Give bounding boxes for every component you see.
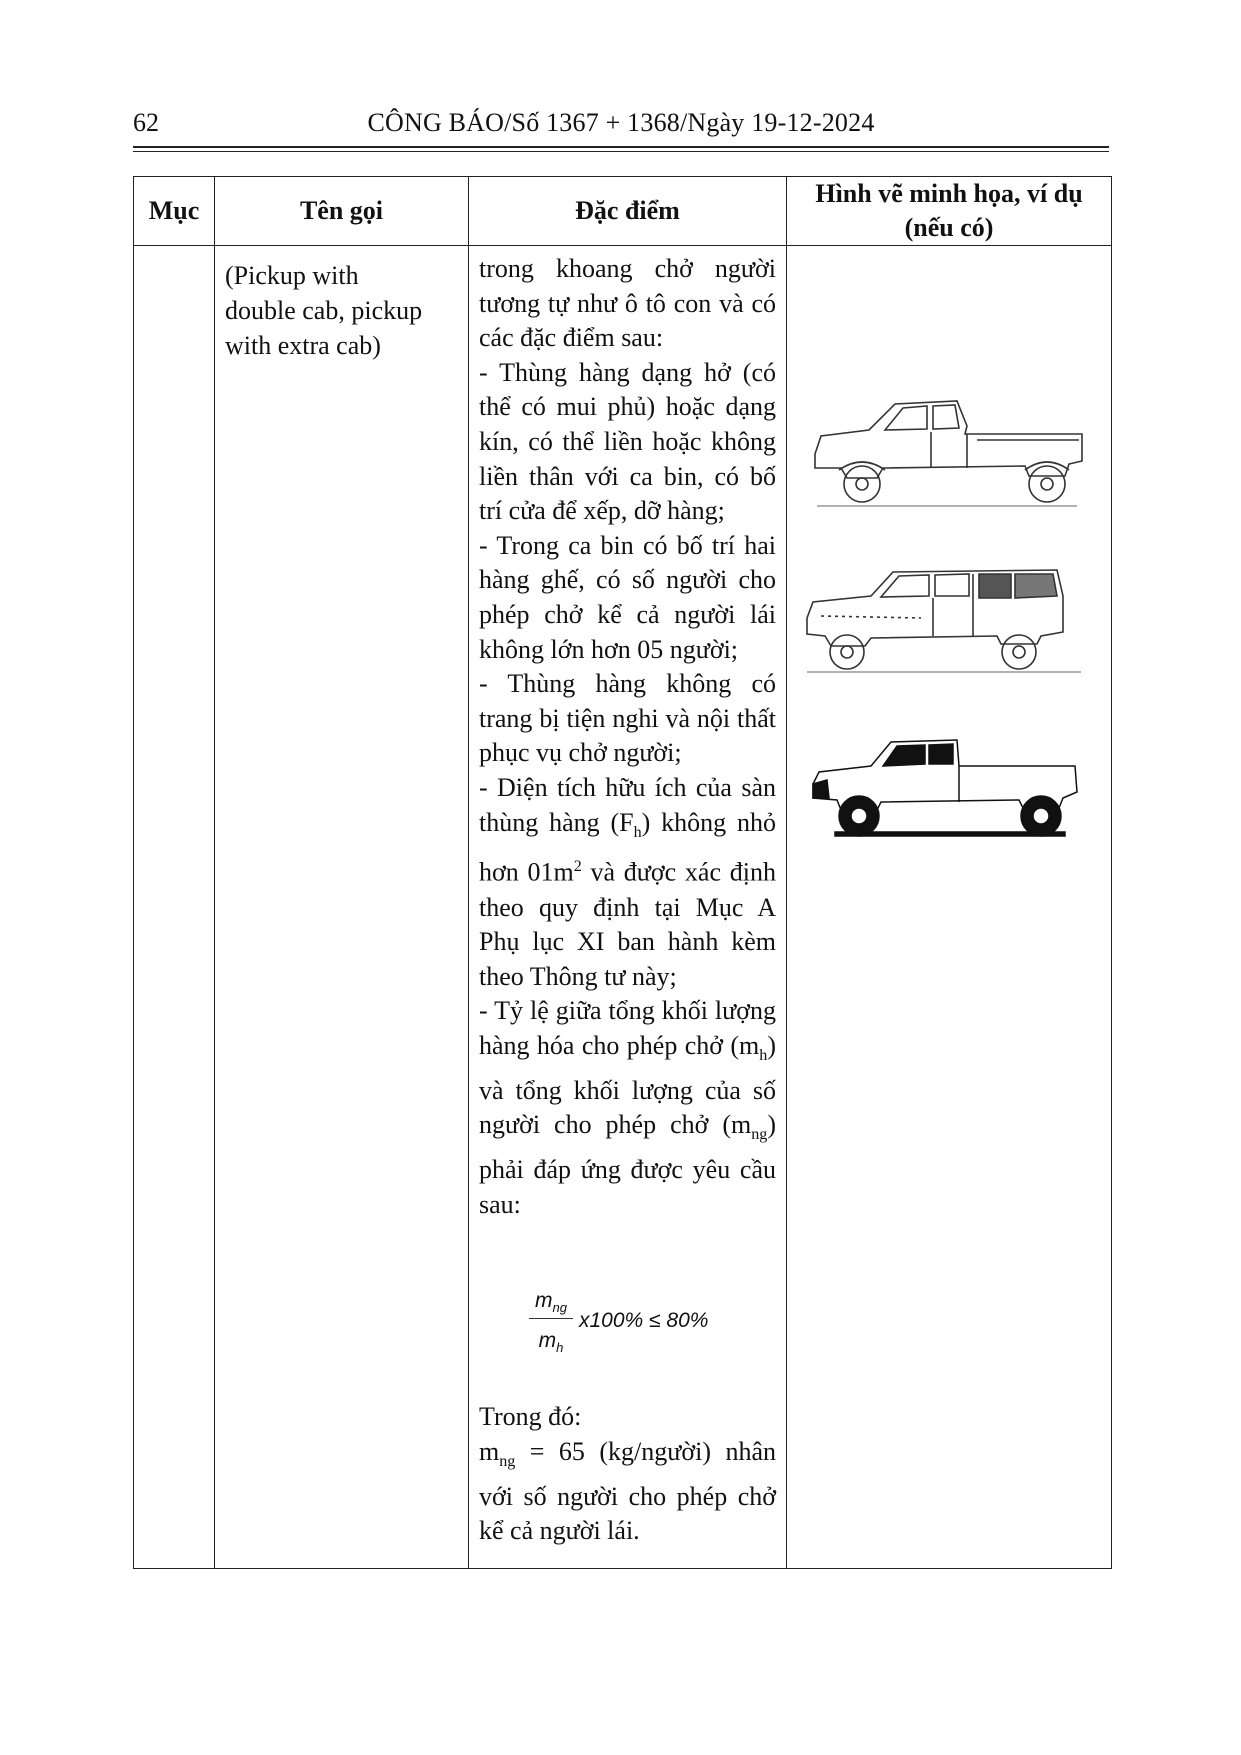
header-hinh-ve xyxy=(787,177,1112,246)
where-label: Trong đó: xyxy=(479,1402,582,1432)
table-row xyxy=(134,246,1112,1569)
where-definition: $m_{ng} = 65$ (kg/người) nhân với số người cho phép chở kể cả người lái. xyxy=(479,1436,776,1546)
header-rule-thin xyxy=(133,151,1109,152)
desc-item-1: - Thùng hàng dạng hở (có thể có mui phủ) hoặc dạng kín, có thể liền hoặc không liền thân với ca bin, có bố trí cửa để xếp, dỡ hàng; xyxy=(479,357,776,526)
pickup-open-bed-drawing xyxy=(807,396,1087,521)
desc-item-3: - Thùng hàng không có trang bị tiện nghi và nội thất phục vụ chở người; xyxy=(479,669,776,768)
desc-item-2: - Trong ca bin có bố trí hai hàng ghế, có số người cho phép chở kể cả người lái không lớn hơn 05 người; xyxy=(479,530,776,664)
header-muc: Mục xyxy=(134,177,215,246)
page-number: 62 xyxy=(133,108,159,137)
formula-condition: x100% ≤ 80% xyxy=(579,1309,709,1333)
cell-ten-goi xyxy=(215,246,469,1569)
cell-hinh-ve xyxy=(787,246,1112,1569)
gazette-title: CÔNG BÁO/Số 1367 + 1368/Ngày 19-12-2024 xyxy=(367,108,875,137)
formula-denominator: $m_h$ xyxy=(538,1329,564,1356)
header-dac-diem: Đặc điểm xyxy=(469,177,787,246)
page-header xyxy=(133,104,1109,140)
ratio-formula xyxy=(529,1284,776,1354)
vehicle-classification-table xyxy=(133,176,1112,1569)
ten-goi-line: double cab, pickup xyxy=(225,296,423,325)
pickup-extra-cab-silhouette xyxy=(807,736,1087,841)
ten-goi-line: with extra cab) xyxy=(225,331,381,360)
cell-dac-diem xyxy=(469,246,787,1569)
formula-numerator: $m_{ng}$ xyxy=(535,1289,567,1316)
header-ten-goi: Tên gọi xyxy=(215,177,469,246)
header-rule-thick xyxy=(133,146,1109,148)
fraction-bar xyxy=(529,1318,573,1319)
cell-muc xyxy=(134,246,215,1569)
desc-intro: trong khoang chở người tương tự như ô tô con và có các đặc điểm sau: xyxy=(479,254,776,353)
header-hinh-ve-line2: (nếu có) xyxy=(904,213,994,242)
desc-item-5: - Tỷ lệ giữa tổng khối lượng hàng hóa cho phép chở $(m_h)$ và tổng khối lượng của số người cho phép chở $(m_{ng})$ phải đáp ứng được yêu cầu sau: xyxy=(479,996,776,1219)
table-header-row xyxy=(134,177,1112,246)
header-hinh-ve-line1: Hình vẽ minh họa, ví dụ xyxy=(815,179,1083,208)
desc-item-4: - Diện tích hữu ích của sàn thùng hàng $(F_h)$ không nhỏ hơn $01m^2$ và được xác định theo quy định tại Mục A Phụ lục XI ban hành kèm theo Thông tư này; xyxy=(479,772,776,991)
pickup-canopy-drawing xyxy=(801,566,1091,681)
ten-goi-line: (Pickup with xyxy=(225,261,359,290)
